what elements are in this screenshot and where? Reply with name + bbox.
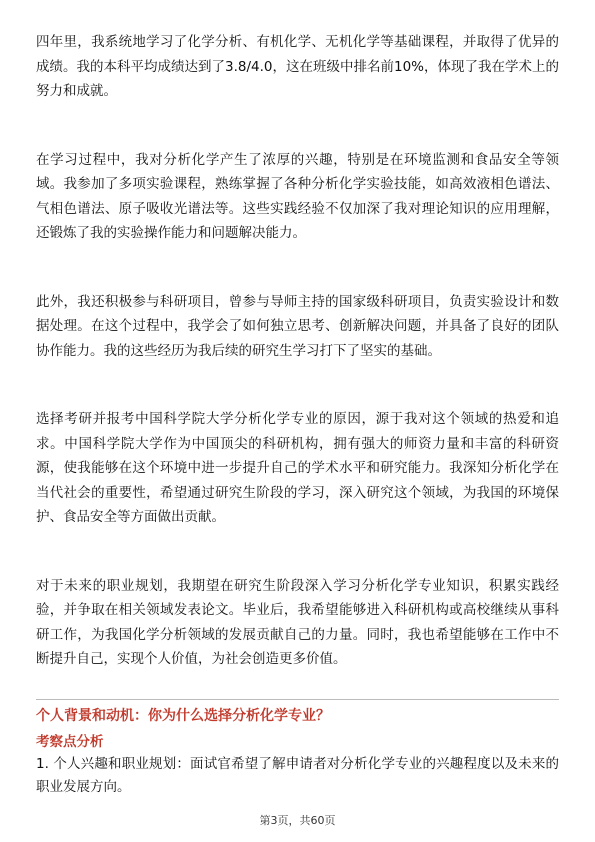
- paragraph-career-plan: 对于未来的职业规划，我期望在研究生阶段深入学习分析化学专业知识，积累实践经验，并争取在相关领域发表论文。毕业后，我希望能够进入科研机构或高校继续从事科研工作，为我国化学分析领域的发展贡献自己的力量。同时，我也希望能够在工作中不断提升自己，实现个人价值，为社会创造更多价值。: [36, 577, 559, 667]
- analysis-heading: 考察点分析: [36, 734, 104, 750]
- paragraph-academic-record: 四年里，我系统地学习了化学分析、有机化学、无机化学等基础课程，并取得了优异的成绩。我的本科平均成绩达到了3.8/4.0，这在班级中排名前10%，体现了我在学术上的努力和成就。: [36, 34, 559, 99]
- paragraph-gap: [36, 104, 559, 148]
- analysis-item: 1. 个人兴趣和职业规划：面试官希望了解申请者对分析化学专业的兴趣程度以及未来的职业发展方向。: [36, 756, 559, 795]
- page-number: 第3页，共60页: [259, 814, 336, 827]
- paragraph-gap: [36, 363, 559, 407]
- section-divider: [36, 699, 559, 700]
- paragraph-motivation: 选择考研并报考中国科学院大学分析化学专业的原因，源于我对这个领域的热爱和追求。中国科学院大学作为中国顶尖的科研机构，拥有强大的师资力量和丰富的科研资源，使我能够在这个环境中进一步提升自己的学术水平和研究能力。我深知分析化学在当代社会的重要性，希望通过研究生阶段的学习，深入研究这个领域，为我国的环境保护、食品安全等方面做出贡献。: [36, 411, 559, 525]
- essay-body: [36, 30, 559, 672]
- question-section: [36, 705, 559, 799]
- paragraph-interest: 在学习过程中，我对分析化学产生了浓厚的兴趣，特别是在环境监测和食品安全等领域。我参加了多项实验课程，熟练掌握了各种分析化学实验技能，如高效液相色谱法、气相色谱法、原子吸收光谱法等。这些实践经验不仅加深了我对理论知识的应用理解，还锻炼了我的实验操作能力和问题解决能力。: [36, 151, 559, 241]
- paragraph-gap: [36, 246, 559, 290]
- question-title: 个人背景和动机：你为什么选择分析化学专业？: [36, 708, 330, 724]
- paragraph-research: 此外，我还积极参与科研项目，曾参与导师主持的国家级科研项目，负责实验设计和数据处理。在这个过程中，我学会了如何独立思考、创新解决问题，并具备了良好的团队协作能力。我的这些经历为我后续的研究生学习打下了坚实的基础。: [36, 293, 559, 359]
- paragraph-gap: [36, 530, 559, 574]
